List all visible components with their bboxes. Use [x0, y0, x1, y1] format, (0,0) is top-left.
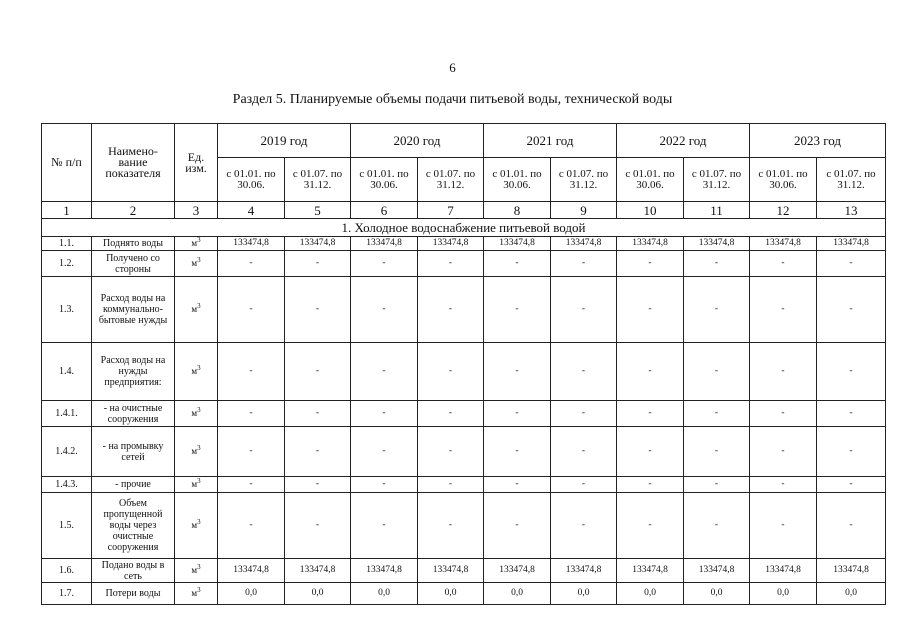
row-value: - [551, 401, 617, 427]
unit-base: м [191, 238, 198, 248]
row-value: - [218, 277, 285, 343]
unit-exponent: 3 [197, 563, 201, 571]
column-number: 5 [285, 202, 351, 219]
row-value: 133474,8 [484, 559, 551, 583]
unit-base: м [191, 408, 198, 418]
unit-base: м [191, 446, 198, 456]
row-name: - на очистные сооружения [92, 401, 175, 427]
row-value: - [218, 427, 285, 477]
column-number: 10 [617, 202, 684, 219]
table-row [42, 477, 886, 493]
row-value: - [684, 277, 750, 343]
row-value: 133474,8 [285, 559, 351, 583]
header-year: 2021 год [484, 124, 617, 158]
unit-base: м [191, 588, 198, 598]
row-value: - [617, 477, 684, 493]
page-number: 6 [449, 60, 456, 75]
row-name: Расход воды на нужды предприятия: [92, 343, 175, 401]
row-value: - [484, 401, 551, 427]
row-code: 1.5. [42, 493, 92, 559]
section-heading: 1. Холодное водоснабжение питьевой водой [42, 219, 886, 237]
row-value: 133474,8 [684, 559, 750, 583]
row-value: - [484, 251, 551, 277]
unit-exponent: 3 [197, 302, 201, 310]
header-period-first: с 01.01. по 30.06. [750, 158, 817, 202]
row-value: - [418, 251, 484, 277]
row-value: - [750, 493, 817, 559]
table-row [42, 401, 886, 427]
table-row [42, 277, 886, 343]
row-name: Поднято воды [92, 237, 175, 251]
row-value: - [218, 477, 285, 493]
row-name: Подано воды в сеть [92, 559, 175, 583]
row-value: - [551, 493, 617, 559]
table-row [42, 251, 886, 277]
table-row [42, 427, 886, 477]
row-value: - [285, 493, 351, 559]
unit-exponent: 3 [197, 586, 201, 594]
header-name: Наимено-вание показателя [92, 124, 175, 202]
row-value: 133474,8 [218, 559, 285, 583]
row-unit [175, 583, 218, 605]
header-num: № п/п [42, 124, 92, 202]
row-name: - прочие [92, 477, 175, 493]
row-value: - [684, 493, 750, 559]
table-row [42, 583, 886, 605]
row-value: 133474,8 [750, 237, 817, 251]
unit-base: м [191, 565, 198, 575]
row-value: - [351, 277, 418, 343]
row-value: - [750, 277, 817, 343]
row-value: - [817, 251, 886, 277]
row-code: 1.7. [42, 583, 92, 605]
row-value: 0,0 [484, 583, 551, 605]
row-value: 0,0 [285, 583, 351, 605]
row-value: - [351, 427, 418, 477]
row-code: 1.6. [42, 559, 92, 583]
column-number: 8 [484, 202, 551, 219]
row-unit [175, 277, 218, 343]
row-unit [175, 251, 218, 277]
row-unit [175, 493, 218, 559]
table-row [42, 559, 886, 583]
header-period-first: с 01.01. по 30.06. [617, 158, 684, 202]
row-value: 133474,8 [551, 237, 617, 251]
row-value: 133474,8 [817, 237, 886, 251]
row-value: 133474,8 [285, 237, 351, 251]
row-value: 133474,8 [218, 237, 285, 251]
row-value: - [817, 401, 886, 427]
row-code: 1.4. [42, 343, 92, 401]
row-value: - [750, 343, 817, 401]
section-title: Раздел 5. Планируемые объемы подачи питьевой воды, технической воды [232, 92, 673, 107]
row-code: 1.2. [42, 251, 92, 277]
row-value: 0,0 [351, 583, 418, 605]
column-number: 11 [684, 202, 750, 219]
row-value: - [418, 427, 484, 477]
column-number: 2 [92, 202, 175, 219]
row-value: - [218, 343, 285, 401]
row-value: - [684, 427, 750, 477]
row-value: - [617, 343, 684, 401]
row-value: - [551, 427, 617, 477]
row-value: 0,0 [684, 583, 750, 605]
row-name: Объем пропущенной воды через очистные сооружения [92, 493, 175, 559]
row-unit [175, 559, 218, 583]
row-value: - [551, 343, 617, 401]
row-value: - [351, 401, 418, 427]
row-value: 133474,8 [351, 559, 418, 583]
row-value: - [218, 251, 285, 277]
row-name: - на промывку сетей [92, 427, 175, 477]
row-value: 133474,8 [484, 237, 551, 251]
row-unit [175, 477, 218, 493]
row-value: - [551, 251, 617, 277]
row-value: - [684, 343, 750, 401]
row-value: - [817, 277, 886, 343]
row-value: - [285, 251, 351, 277]
unit-exponent: 3 [197, 477, 201, 485]
row-value: - [617, 251, 684, 277]
row-value: - [285, 427, 351, 477]
row-code: 1.4.3. [42, 477, 92, 493]
row-value: - [484, 427, 551, 477]
row-value: - [218, 493, 285, 559]
row-value: - [817, 477, 886, 493]
row-value: - [551, 277, 617, 343]
row-value: - [351, 251, 418, 277]
row-value: - [418, 277, 484, 343]
row-value: - [484, 277, 551, 343]
row-value: 0,0 [750, 583, 817, 605]
row-value: - [285, 343, 351, 401]
row-value: - [351, 493, 418, 559]
column-number-row [42, 202, 886, 219]
row-value: - [418, 401, 484, 427]
row-value: - [684, 401, 750, 427]
header-year: 2019 год [218, 124, 351, 158]
row-value: - [484, 343, 551, 401]
header-period-second: с 01.07. по 31.12. [817, 158, 886, 202]
unit-exponent: 3 [197, 256, 201, 264]
column-number: 7 [418, 202, 484, 219]
row-code: 1.4.2. [42, 427, 92, 477]
column-number: 13 [817, 202, 886, 219]
header-period-second: с 01.07. по 31.12. [684, 158, 750, 202]
row-value: 133474,8 [418, 559, 484, 583]
header-year: 2020 год [351, 124, 484, 158]
column-number: 12 [750, 202, 817, 219]
row-code: 1.1. [42, 237, 92, 251]
unit-base: м [191, 520, 198, 530]
row-value: - [418, 477, 484, 493]
row-code: 1.4.1. [42, 401, 92, 427]
row-unit [175, 401, 218, 427]
table-row [42, 493, 886, 559]
row-code: 1.3. [42, 277, 92, 343]
row-value: - [617, 277, 684, 343]
unit-exponent: 3 [197, 518, 201, 526]
header-unit: Ед. изм. [175, 124, 218, 202]
header-year: 2023 год [750, 124, 886, 158]
row-value: - [351, 343, 418, 401]
column-number: 4 [218, 202, 285, 219]
unit-exponent: 3 [197, 236, 201, 244]
header-period-first: с 01.01. по 30.06. [218, 158, 285, 202]
row-value: - [684, 477, 750, 493]
row-unit [175, 237, 218, 251]
row-name: Потери воды [92, 583, 175, 605]
row-value: 0,0 [817, 583, 886, 605]
header-year: 2022 год [617, 124, 750, 158]
unit-exponent: 3 [197, 444, 201, 452]
column-number: 6 [351, 202, 418, 219]
unit-exponent: 3 [197, 364, 201, 372]
row-value: - [351, 477, 418, 493]
row-value: - [750, 427, 817, 477]
row-value: - [617, 401, 684, 427]
table-row [42, 237, 886, 251]
unit-base: м [191, 366, 198, 376]
row-value: 0,0 [418, 583, 484, 605]
row-value: 0,0 [551, 583, 617, 605]
row-value: 133474,8 [750, 559, 817, 583]
row-value: - [750, 401, 817, 427]
row-value: - [750, 477, 817, 493]
unit-base: м [191, 479, 198, 489]
row-value: - [817, 493, 886, 559]
row-value: 133474,8 [684, 237, 750, 251]
row-value: - [750, 251, 817, 277]
row-value: - [484, 477, 551, 493]
unit-exponent: 3 [197, 406, 201, 414]
row-value: - [218, 401, 285, 427]
header-period-second: с 01.07. по 31.12. [418, 158, 484, 202]
row-value: - [617, 427, 684, 477]
unit-base: м [191, 258, 198, 268]
row-value: - [285, 477, 351, 493]
unit-base: м [191, 304, 198, 314]
row-value: 133474,8 [617, 237, 684, 251]
row-value: - [684, 251, 750, 277]
column-number: 1 [42, 202, 92, 219]
row-value: - [617, 493, 684, 559]
row-name: Получено со стороны [92, 251, 175, 277]
row-name: Расход воды на коммунально-бытовые нужды [92, 277, 175, 343]
row-value: - [418, 343, 484, 401]
row-value: 133474,8 [418, 237, 484, 251]
table-body [42, 237, 886, 605]
row-value: 133474,8 [817, 559, 886, 583]
row-value: - [551, 477, 617, 493]
header-period-first: с 01.01. по 30.06. [484, 158, 551, 202]
row-value: - [285, 401, 351, 427]
header-period-second: с 01.07. по 31.12. [285, 158, 351, 202]
row-value: - [817, 427, 886, 477]
column-number: 9 [551, 202, 617, 219]
water-volumes-table [41, 123, 886, 605]
row-value: - [817, 343, 886, 401]
row-value: 133474,8 [351, 237, 418, 251]
row-unit [175, 427, 218, 477]
table-row [42, 343, 886, 401]
row-value: - [484, 493, 551, 559]
row-value: 0,0 [218, 583, 285, 605]
row-value: - [285, 277, 351, 343]
row-value: 133474,8 [617, 559, 684, 583]
row-value: 133474,8 [551, 559, 617, 583]
column-number: 3 [175, 202, 218, 219]
header-period-second: с 01.07. по 31.12. [551, 158, 617, 202]
row-value: - [418, 493, 484, 559]
row-value: 0,0 [617, 583, 684, 605]
row-unit [175, 343, 218, 401]
header-period-first: с 01.01. по 30.06. [351, 158, 418, 202]
